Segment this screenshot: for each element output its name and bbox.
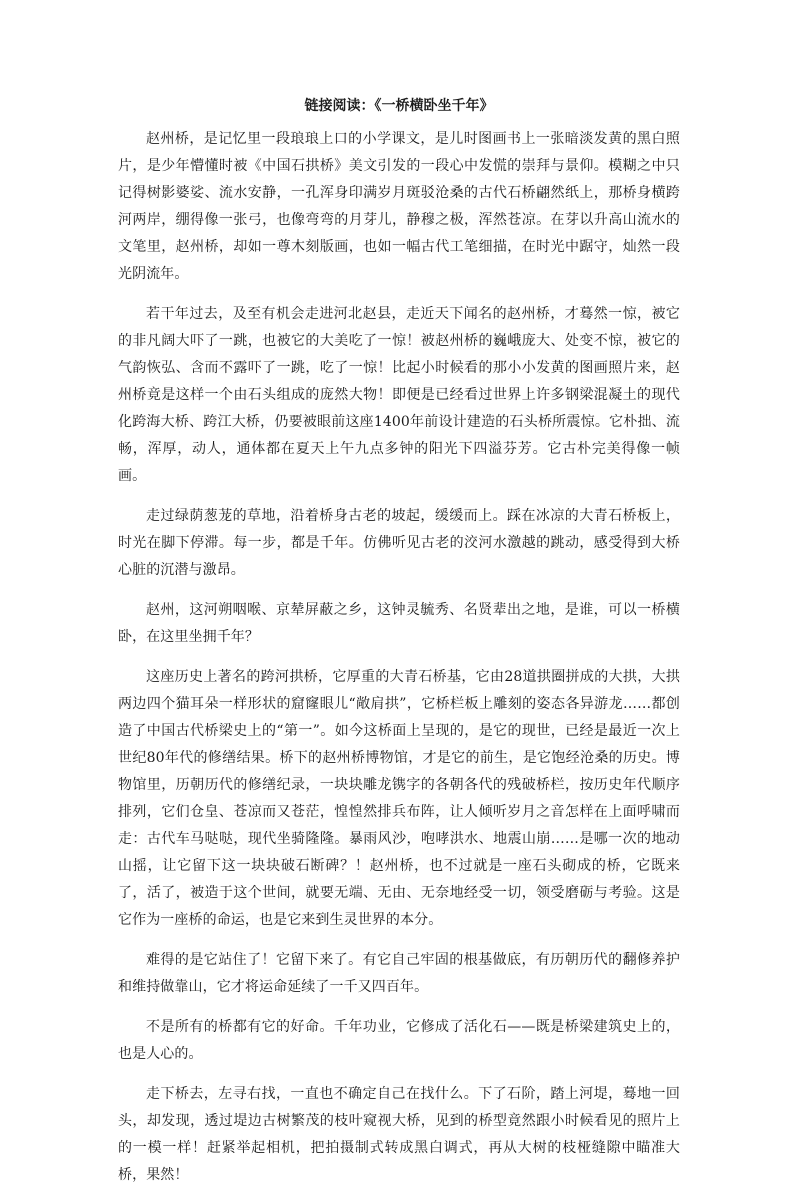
paragraph-5: 这座历史上著名的跨河拱桥，它厚重的大青石桥基，它由28道拱圈拼成的大拱，大拱两边四个猫耳朵一样形状的窟窿眼儿“敞肩拱”，它桥栏板上雕刻的姿态各异游龙……都创造了中国古代桥梁史上的“第一”。如今这桥面上呈现的，是它的现世，已经是最近一次上世纪80年代的修缮结果。桥下的赵州桥博物馆，才是它的前生，是它饱经沧桑的历史。博物馆里，历朝历代的修缮纪录，一块块雕龙镌字的各朝各代的残破桥栏，按历史年代顺序排列，它们仓皇、苍凉而又苍茫，惶惶然排兵布阵，让人倾听岁月之音怎样在上面呼啸而走：古代车马哒哒，现代坐骑隆隆。暴雨风沙，咆哮洪水、地震山崩……是哪一次的地动山摇，让它留下这一块块破石断碑？！赵州桥，也不过就是一座石头砌成的桥，它既来了，活了，被造于这个世间，就要无端、无由、无奈地经受一切，领受磨砺与考验。这是它作为一座桥的命运，也是它来到生灵世界的本分。 xyxy=(118,669,680,928)
paragraph-7: 不是所有的桥都有它的好命。千年功业，它修成了活化石——既是桥梁建筑史上的，也是人心的。 xyxy=(118,1019,680,1062)
paragraph-1: 赵州桥，是记忆里一段琅琅上口的小学课文，是儿时图画书上一张暗淡发黄的黑白照片，是少年懵懂时被《中国石拱桥》美文引发的一段心中发慌的崇拜与景仰。模糊之中只记得树影婆娑、流水安静，一孔浑身印满岁月斑驳沧桑的古代石桥翩然纸上，那桥身横跨河两岸，绷得像一张弓，也像弯弯的月芽儿，静穆之极，浑然苍凉。在芽以升高山流水的文笔里，赵州桥，却如一尊木刻版画，也如一幅古代工笔细描，在时光中踞守，灿然一段光阴流年。 xyxy=(118,131,680,282)
document-page xyxy=(118,94,680,1202)
article-title: 链接阅读：《一桥横卧坐千年》 xyxy=(304,98,494,114)
paragraph-2: 若干年过去，及至有机会走进河北赵县，走近天下闻名的赵州桥，才蓦然一惊，被它的非凡阔大吓了一跳，也被它的大美吃了一惊！被赵州桥的巍峨庞大、处变不惊，被它的气韵恢弘、含而不露吓了一跳，吃了一惊！比起小时候看的那小小发黄的图画照片来，赵州桥竟是这样一个由石头组成的庞然大物！即便是已经看过世界上许多钢梁混凝土的现代化跨海大桥、跨江大桥，仍要被眼前这座1400年前设计建造的石头桥所震惊。它朴拙、流畅，浑厚，动人，通体都在夏天上午九点多钟的阳光下四溢芬芳。它古朴完美得像一帧画。 xyxy=(118,306,680,484)
paragraph-8: 走下桥去，左寻右找，一直也不确定自己在找什么。下了石阶，踏上河堤，蓦地一回头，却发现，透过堤边古树繁茂的枝叶窥视大桥，见到的桥型竟然跟小时候看见的照片上的一模一样！赶紧举起相机，把拍摄制式转成黑白调式，再从大树的枝桠缝隙中瞄准大桥，果然！ xyxy=(118,1086,680,1183)
paragraph-6: 难得的是它站住了！它留下来了。有它自己牢固的根基做底，有历朝历代的翻修养护和维持做靠山，它才将运命延续了一千又四百年。 xyxy=(118,952,680,995)
paragraph-4: 赵州，这河朔咽喉、京辇屏蔽之乡，这钟灵毓秀、名贤辈出之地，是谁，可以一桥横卧，在这里坐拥千年？ xyxy=(118,602,680,645)
paragraph-3: 走过绿荫葱茏的草地，沿着桥身古老的坡起，缓缓而上。踩在冰凉的大青石桥板上，时光在脚下停滞。每一步，都是千年。仿佛听见古老的洨河水激越的跳动，感受得到大桥心脏的沉潜与激昂。 xyxy=(118,508,680,578)
